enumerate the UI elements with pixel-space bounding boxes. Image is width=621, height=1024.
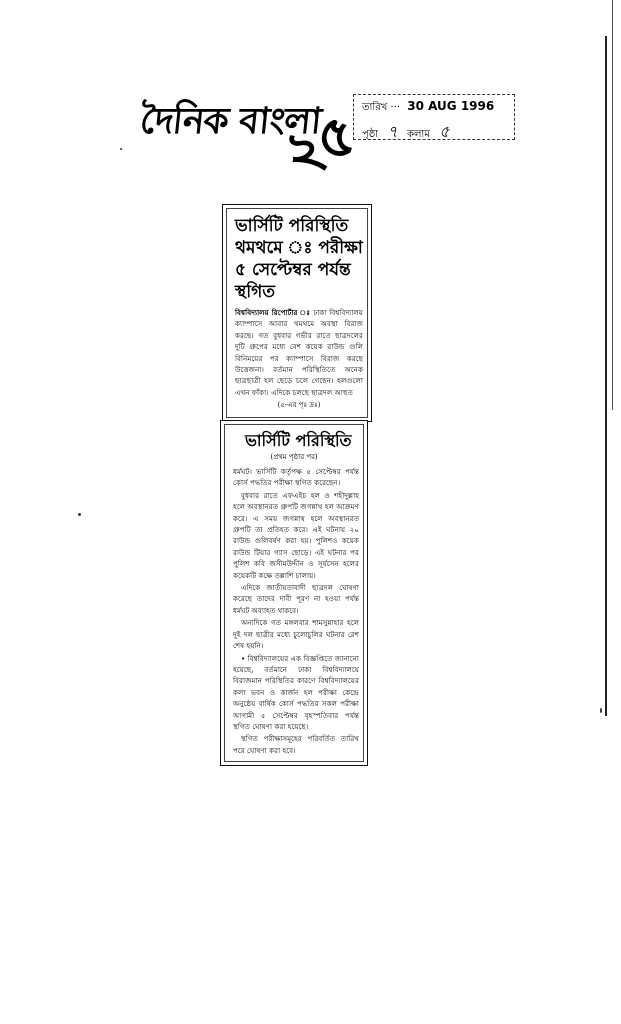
continuation-note: (৫-এর পৃঃ দ্রঃ) [277, 401, 321, 410]
paragraph: এদিকে জাতীয়তাবাদী ছাত্রদল ঘোষণা করেছে তাদের দাবী পূরণ না হওয়া পর্যন্ত ধর্মঘট অব্যাহত থাকবে। [233, 583, 359, 615]
stamp-date-row: তারিখ ··· 30 AUG 1996 [362, 99, 495, 113]
article-body [235, 307, 363, 412]
paragraph: • বিশ্ববিদ্যালয়ের এক বিজ্ঞপ্তিতে জানানো হয়েছে, বর্তমানে ঢাকা বিশ্ববিদ্যালয়ে বিরাজমান পরিস্থিতির কারণে বিশ্ববিদ্যালয়ের কলা ভবন ও কার্জন হল পরীক্ষা কেন্দ্রে অনুষ্ঠেয় বার্ষিক কোর্স পদ্ধতির সকল পরীক্ষা আগামী ৫ সেপ্টেম্বর বৃহস্পতিবার পর্যন্ত স্থগিত ঘোষণা করা হয়েছে। [233, 653, 359, 731]
newspaper-masthead: দৈনিক বাংলা [138, 100, 323, 142]
paragraph: স্থগিত পরীক্ষাসমূহের পরিবর্তিত তারিখ পরে ঘোষণা করা হবে। [233, 734, 359, 755]
continuation-headline: ভার্সিটি পরিস্থিতি [245, 431, 352, 450]
stamp-column-label: কলাম [406, 129, 430, 140]
stamp-page-label: পৃষ্ঠা [362, 129, 379, 140]
article-byline: বিশ্ববিদ্যালয় রিপোর্টার ঃ [235, 308, 311, 317]
page-edge-rule-secondary [612, 0, 613, 410]
stamp-page-row [362, 119, 455, 146]
page-edge-rule [605, 36, 607, 716]
paragraph: ধর্মঘট। ভার্সিটি কর্তৃপক্ষ ৫ সেপ্টেম্বর পর্যন্ত কোর্স পদ্ধতির পরীক্ষা স্থগিত করেছেন। [233, 467, 359, 488]
handwritten-number: ২৫ [274, 100, 362, 189]
stamp-date-value: 30 AUG 1996 [407, 99, 495, 113]
archive-stamp [353, 94, 515, 140]
news-clipping-main [222, 204, 372, 422]
paragraph: বুধবার রাতে এফএইচ হল ও শহীদুল্লাহ হলে অবস্থানরত গ্রুপটি জগন্নাথ হল আক্রমণ করে। এ সময় জগন্নাথ হলে অবস্থানরত গ্রুপটি তা প্রতিহত করে। এই ঘটনায় ২০ রাউন্ড গুলিবর্ষণ করা হয়। পুলিশও কয়েক রাউন্ড টিয়ার গ্যাস ছোড়ে। এই ঘটনার পর পুলিশ কবি জসীমউদ্দীন ও সূর্যসেন হলের কয়েকটি কক্ষে তল্লাশি চালায়। [233, 490, 359, 580]
continuation-body [233, 466, 359, 756]
news-clipping-continuation [220, 420, 368, 766]
stamp-date-label: তারিখ [362, 102, 388, 113]
scan-speck [78, 513, 81, 516]
paragraph: অন্যদিকে গত মঙ্গলবার শামসুন্নাহার হলে দুই দল ছাত্রীর মধ্যে চুলোচুলির ঘটনার রেশ শেষ হয়নি। [233, 618, 359, 651]
stamp-column-value: ৫ [439, 122, 450, 141]
stamp-page-value: ৭ [387, 122, 398, 141]
scan-speck [120, 148, 122, 150]
article-body-text: ঢাকা বিশ্ববিদ্যালয় ক্যাম্পাসে আবার থমথমে অবস্থা বিরাজ করছে। গত বুধবার গভীর রাতে ছাত্রদলের দুটি গ্রুপের মধ্যে বেশ কয়েক রাউন্ড গুলি বিনিময়ের পর ক্যাম্পাসে বিরাজ করছে উত্তেজনা। বর্তমান পরিস্থিতিতে অনেক ছাত্রছাত্রী হল ছেড়ে চলে গেছেন। হলগুলো এখন ফাঁকা। এদিকে চলছে ছাত্রদল আহুত [235, 308, 363, 397]
article-headline: ভার্সিটি পরিস্থিতি থমথমে ঃ পরীক্ষা ৫ সেপ্টেম্বর পর্যন্ত স্থগিত [235, 216, 363, 302]
continuation-subhead: (প্রথম পৃষ্ঠার পর) [270, 453, 318, 461]
scan-speck [600, 708, 602, 713]
